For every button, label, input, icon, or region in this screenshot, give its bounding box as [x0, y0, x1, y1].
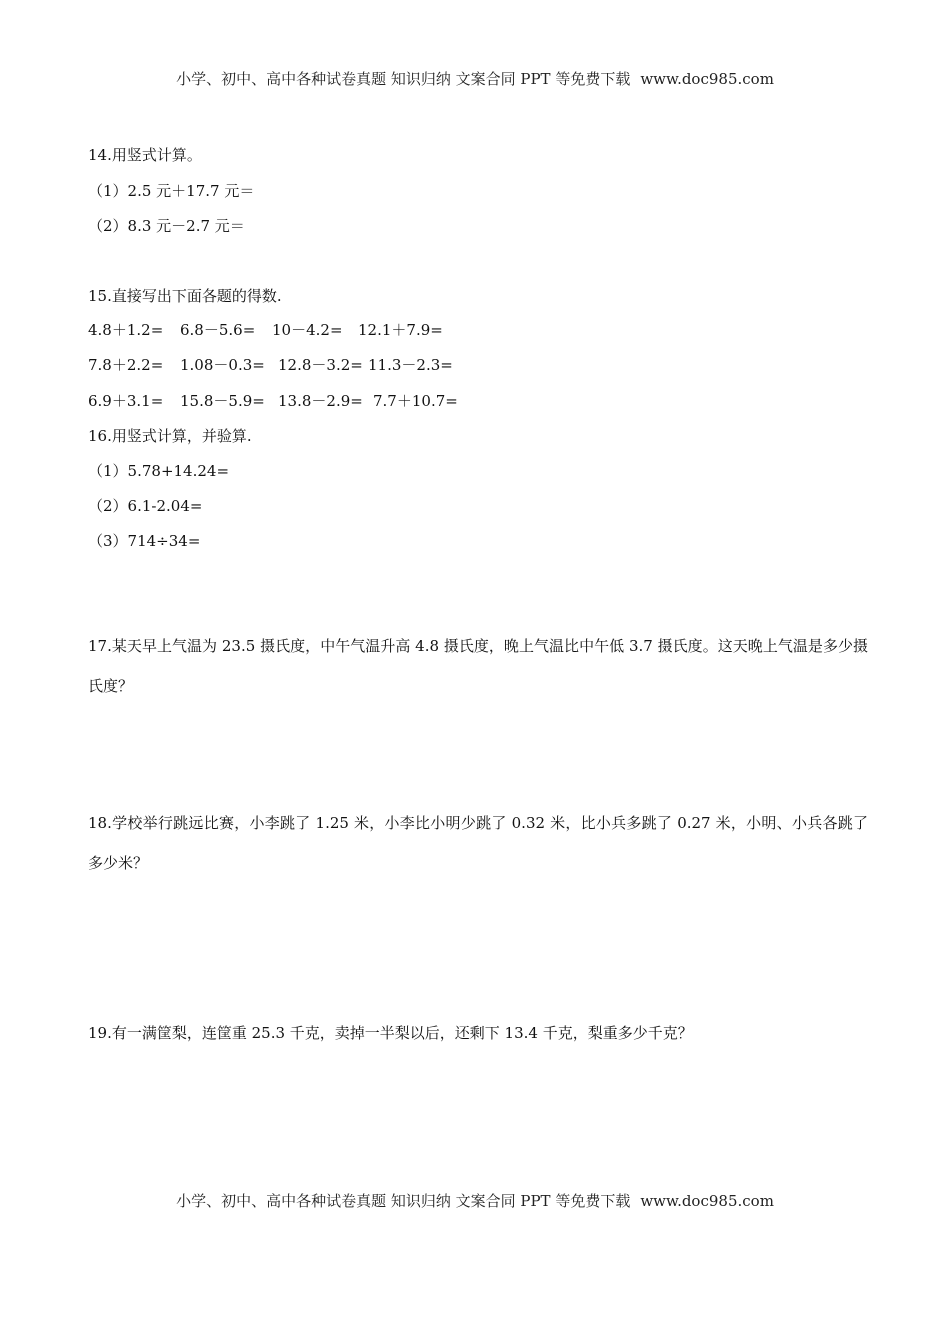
- header-text: 小学、初中、高中各种试卷真题 知识归纳 文案合同 PPT 等免费下载: [176, 70, 631, 88]
- page-header: [0, 68, 950, 89]
- footer-url: www.doc985.com: [640, 1192, 774, 1210]
- q16-item-1: （1）5.78+14.24=: [88, 462, 230, 480]
- q15-r2-c2: 1.08－0.3=: [180, 356, 265, 374]
- q15-r3-c3: 13.8－2.9=: [278, 392, 363, 410]
- q15-r2-c4: 11.3－2.3=: [368, 356, 453, 374]
- page-footer: [0, 1190, 950, 1211]
- q15-r3-c1: 6.9＋3.1=: [88, 392, 164, 410]
- q14-item-2: （2）8.3 元－2.7 元＝: [88, 217, 245, 235]
- q15-r2-c3: 12.8－3.2=: [278, 356, 363, 374]
- q15-r3-c2: 15.8－5.9=: [180, 392, 265, 410]
- header-url: www.doc985.com: [640, 70, 774, 88]
- q15-r2-c1: 7.8＋2.2=: [88, 356, 164, 374]
- q16-title: 16.用竖式计算，并验算.: [88, 427, 252, 445]
- q18-text: 18.学校举行跳远比赛，小李跳了 1.25 米，小李比小明少跳了 0.32 米，比小兵多跳了 0.27 米，小明、小兵各跳了多少米？: [88, 814, 868, 872]
- q15-r1-c4: 12.1＋7.9=: [358, 321, 443, 339]
- q15-r1-c1: 4.8＋1.2=: [88, 321, 164, 339]
- q17-text: 17.某天早上气温为 23.5 摄氏度，中午气温升高 4.8 摄氏度，晚上气温比中午低 3.7 摄氏度。这天晚上气温是多少摄氏度？: [88, 637, 868, 695]
- q16-item-3: （3）714÷34=: [88, 532, 201, 550]
- q14-title: 14.用竖式计算。: [88, 146, 202, 164]
- q15-r3-c4: 7.7＋10.7=: [373, 392, 458, 410]
- q14-item-1: （1）2.5 元＋17.7 元＝: [88, 182, 255, 200]
- q15-title: 15.直接写出下面各题的得数.: [88, 287, 282, 305]
- q15-r1-c2: 6.8－5.6=: [180, 321, 256, 339]
- q15-r1-c3: 10－4.2=: [272, 321, 343, 339]
- footer-text: 小学、初中、高中各种试卷真题 知识归纳 文案合同 PPT 等免费下载: [176, 1192, 631, 1210]
- q16-item-2: （2）6.1-2.04=: [88, 497, 203, 515]
- q19-text: 19.有一满筐梨，连筐重 25.3 千克，卖掉一半梨以后，还剩下 13.4 千克，梨重多少千克？: [88, 1024, 693, 1042]
